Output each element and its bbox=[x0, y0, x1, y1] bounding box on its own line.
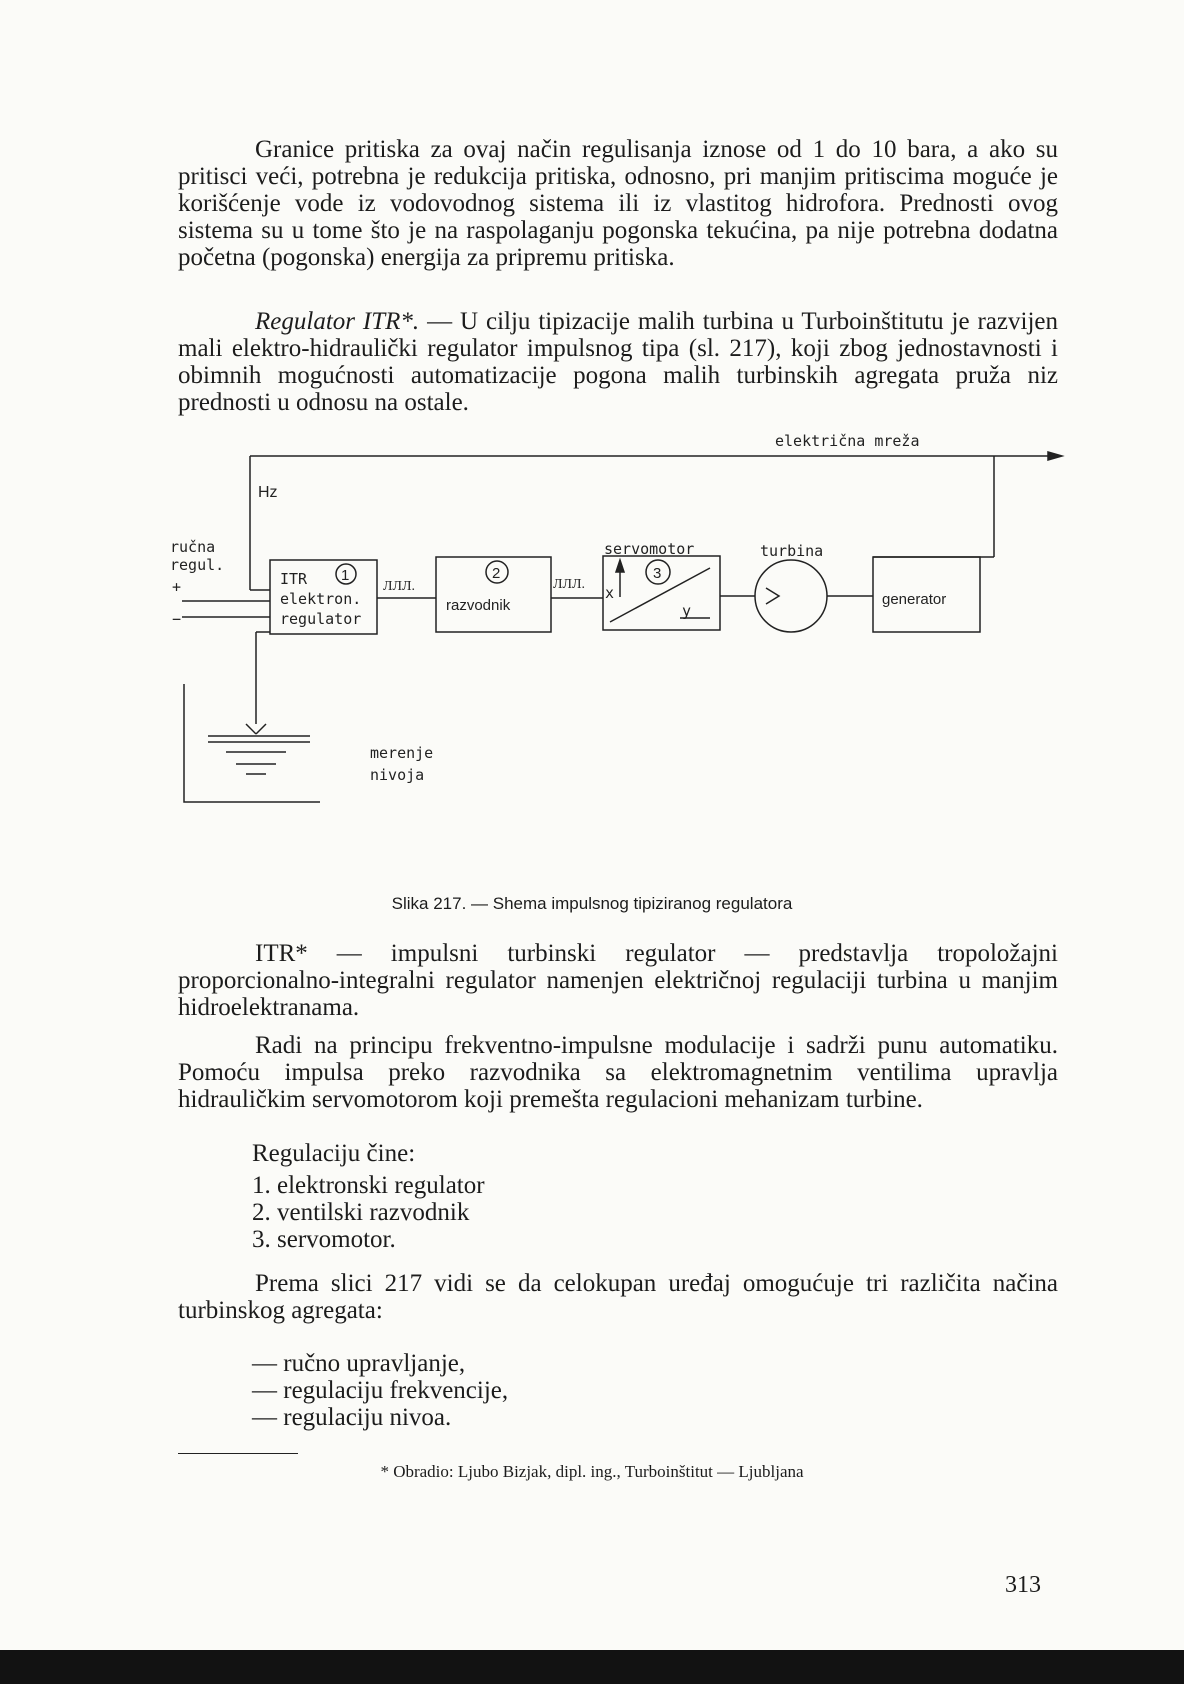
paragraph-pressure-limits bbox=[178, 136, 1058, 271]
level-label-2: nivoja bbox=[370, 766, 425, 784]
modes-list bbox=[252, 1350, 508, 1431]
pulse-label-2: ЛЛЛ. bbox=[553, 577, 585, 592]
generator-label: generator bbox=[882, 591, 947, 608]
level-label-1: merenje bbox=[370, 744, 434, 762]
paragraph-regulator-itr bbox=[178, 308, 1058, 416]
servo-y: y bbox=[682, 602, 692, 620]
figure-caption: Slika 217. — Shema impulsnog tipiziranog regulatora bbox=[391, 894, 793, 913]
servo-x: x bbox=[605, 584, 615, 602]
paragraph-text: ITR* — impulsni turbinski regulator — predstavlja tropoložajni proporcionalno-integralni regulator namenjen električnoj regulaciji turbina u manjim hidroelektranama. bbox=[178, 940, 1058, 1021]
list-item: — regulaciju frekvencije, bbox=[252, 1377, 509, 1404]
servo-label: servomotor bbox=[604, 540, 695, 558]
plus-sign: + bbox=[172, 578, 182, 596]
list-item: 1. elektronski regulator bbox=[252, 1172, 485, 1199]
list-item: 2. ventilski razvodnik bbox=[252, 1199, 470, 1226]
box1-line1: ITR bbox=[280, 570, 308, 588]
footnote-rule bbox=[178, 1453, 298, 1454]
label-manual-1: ručna bbox=[170, 538, 216, 556]
components-list bbox=[252, 1172, 485, 1253]
paragraph-text: — U cilju tipizacije malih turbina u Turboinštitutu je razvijen mali elektro-hidraulički regulator impulsnog tipa (sl. 217), koji zbog jednostavnosti i obimnih mogućnosti automatizacije pogona malih turbinskih agregata pruža niz prednosti u odnosu na ostale. bbox=[178, 308, 1058, 416]
paragraph-modes-intro bbox=[178, 1270, 1058, 1324]
box1-number: 1 bbox=[341, 567, 350, 584]
turbine-label: turbina bbox=[760, 542, 824, 560]
paragraph-text: Radi na principu frekventno-impulsne modulacije i sadrži punu automatiku. Pomoću impulsa preko razvodnika sa elektromagnetnim ventilima upravlja hidrauličkim servomotorom koji premešta regulacioni mehanizam turbine. bbox=[178, 1032, 1058, 1113]
page-number: 313 bbox=[1005, 1572, 1041, 1598]
box1-line2: elektron. bbox=[280, 590, 362, 608]
box2-number: 2 bbox=[492, 565, 501, 582]
list-item: 3. servomotor. bbox=[252, 1226, 396, 1253]
paragraph-itr-definition bbox=[178, 940, 1058, 1021]
scan-edge-band bbox=[0, 1650, 1184, 1684]
paragraph-principle bbox=[178, 1032, 1058, 1113]
box1-line3: regulator bbox=[280, 610, 362, 628]
figure-217-diagram bbox=[170, 432, 1070, 872]
regulator-heading: Regulator ITR*. bbox=[255, 308, 420, 335]
list-item: — regulaciju nivoa. bbox=[252, 1404, 452, 1431]
minus-sign: − bbox=[172, 610, 182, 628]
label-electrical-grid: električna mreža bbox=[775, 432, 920, 450]
paragraph-text: Prema slici 217 vidi se da celokupan uređaj omogućuje tri različita načina turbinskog agregata: bbox=[178, 1270, 1058, 1324]
label-hz: Hz bbox=[258, 484, 278, 501]
paragraph-components-intro bbox=[252, 1140, 1132, 1167]
box2-label: razvodnik bbox=[446, 597, 511, 614]
footnote: * Obradio: Ljubo Bizjak, dipl. ing., Turboinštitut — Ljubljana bbox=[380, 1462, 804, 1481]
list-item: — ručno upravljanje, bbox=[252, 1350, 466, 1377]
label-manual-2: regul. bbox=[170, 556, 225, 574]
paragraph-text: Regulaciju čine: bbox=[252, 1140, 416, 1167]
servo-number: 3 bbox=[653, 565, 662, 582]
pulse-label-1: ЛЛЛ. bbox=[383, 579, 415, 594]
paragraph-text: Granice pritiska za ovaj način regulisanja iznose od 1 do 10 bara, a ako su pritisci veći, potrebna je redukcija pritiska, odnosno, pri manjim pritiscima moguće je korišćenje vode iz vodovodnog sistema ili iz vlastitog hidrofora. Prednosti ovog sistema su u tome što je na raspolaganju pogonska tekućina, pa nije potrebna dodatna početna (pogonska) energija za pripremu pritiska. bbox=[178, 136, 1058, 271]
